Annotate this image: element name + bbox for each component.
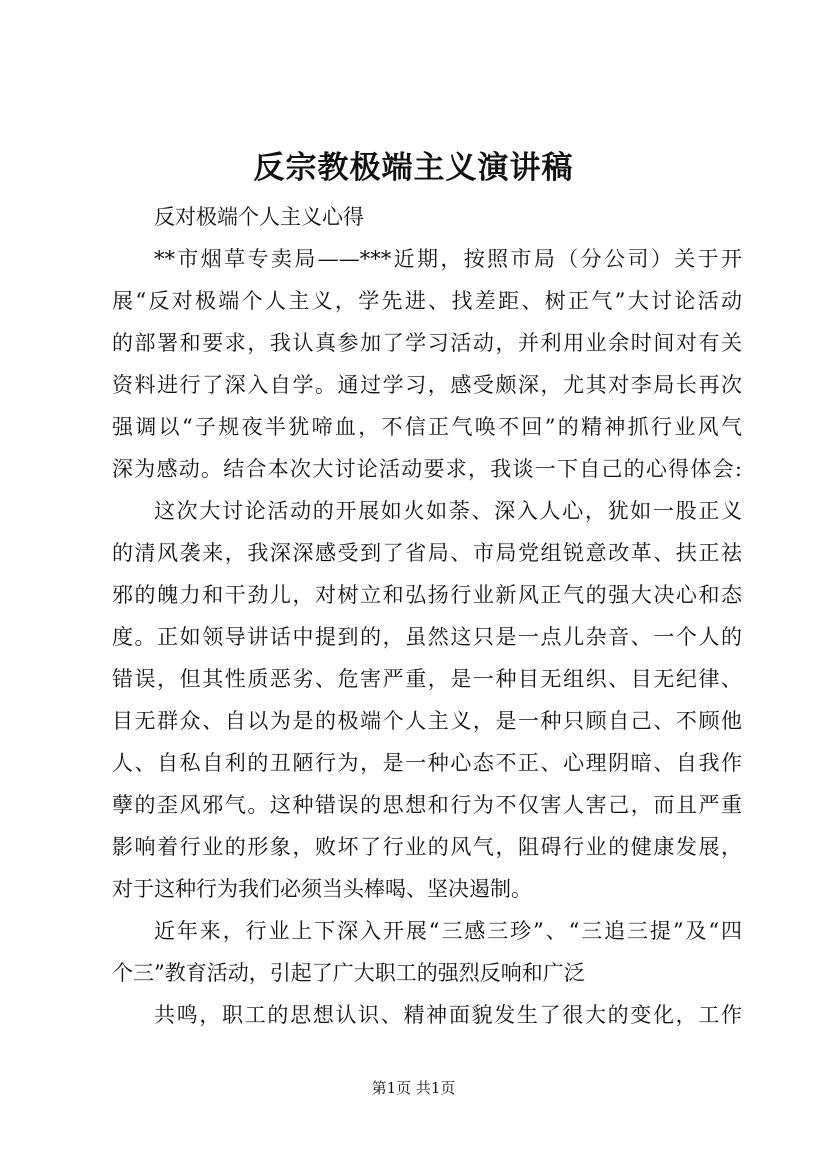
paragraph-line: 这次大讨论活动的开展如火如荼、深入人心，犹如一股正义 [154,499,742,523]
paragraph-line: 人、自私自利的丑陋行为，是一种心态不正、心理阴暗、自我作 [112,751,742,775]
paragraph-line: 度。正如领导讲话中提到的，虽然这只是一点儿杂音、一个人的 [112,625,742,649]
paragraph-line: 深为感动。结合本次大讨论活动要求，我谈一下自己的心得体会: [112,457,742,481]
subtitle-line: 反对极端个人主义心得 [154,205,364,229]
paragraph-line: 的部署和要求，我认真参加了学习活动，并利用业余时间对有关 [112,331,742,355]
document-title: 反宗教极端主义演讲稿 [253,150,574,186]
paragraph-line: 展“反对极端个人主义，学先进、找差距、树正气”大讨论活动 [112,289,742,313]
paragraph-line: 对于这种行为我们必须当头棒喝、坚决遏制。 [112,877,532,901]
page-number-footer: 第1页 共1页 [371,1079,456,1097]
paragraph-line: 邪的魄力和干劲儿，对树立和弘扬行业新风正气的强大决心和态 [112,583,742,607]
paragraph-line: 共鸣，职工的思想认识、精神面貌发生了很大的变化，工作 [154,1003,742,1027]
paragraph-line: 强调以“子规夜半犹啼血，不信正气唤不回”的精神抓行业风气 [112,415,742,439]
document-body [112,196,742,1036]
paragraph-line: 的清风袭来，我深深感受到了省局、市局党组锐意改革、扶正祛 [112,541,742,565]
paragraph-line: 影响着行业的形象，败坏了行业的风气，阻碍行业的健康发展， [112,835,742,859]
paragraph-line: 近年来，行业上下深入开展“三感三珍”、“三追三提”及“四 [154,919,742,943]
paragraph-line: 孽的歪风邪气。这种错误的思想和行为不仅害人害己，而且严重 [112,793,742,817]
paragraph-line: 目无群众、自以为是的极端个人主义，是一种只顾自己、不顾他 [112,709,742,733]
paragraph-line: 错误，但其性质恶劣、危害严重，是一种目无组织、目无纪律、 [112,667,742,691]
paragraph-line: 资料进行了深入自学。通过学习，感受颇深，尤其对李局长再次 [112,373,742,397]
paragraph-line: **市烟草专卖局——***近期，按照市局（分公司）关于开 [154,247,742,271]
paragraph-line: 个三”教育活动，引起了广大职工的强烈反响和广泛 [112,961,585,985]
